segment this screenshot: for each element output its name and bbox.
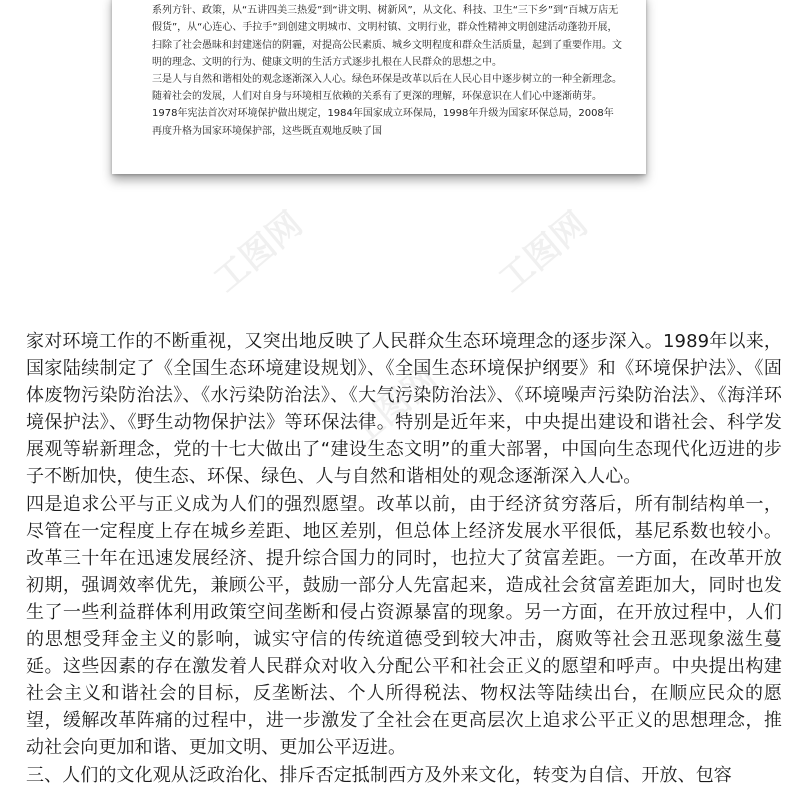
- body-paragraph-3: 三、人们的文化观从泛政治化、排斥否定抵制西方及外来文化，转变为自信、开放、包容: [26, 764, 732, 786]
- thumbnail-paragraph-2: 三是人与自然和谐相处的观念逐渐深入人心。绿色环保是改革以后在人民心目中逐步树立的一种全新理念。随着社会的发展，人们对自身与环境相互依赖的关系有了更深的理解，环保意识在人们心中逐渐萌芽。1978年宪法首次对环境保护做出规定，1984年国家成立环保局，1998年升级为国家环保总局，2008年再度升格为国家环境保护部，这些既直观地反映了国: [152, 74, 622, 137]
- document-thumbnail-card: [112, 0, 646, 174]
- watermark: 工图网: [206, 204, 311, 301]
- thumbnail-paragraph-1: 系列方针、政策，从“五讲四美三热爱”到“讲文明、树新风”，从文化、科技、卫生“三下乡”到“百城万店无假货”，从“心连心、手拉手”到创建文明城市、文明村镇、文明行业，群众性精神文明创建活动蓬勃开展，扫除了社会愚昧和封建迷信的阴霾，对提高公民素质、城乡文明程度和群众生活质量，起到了重要作用。文明的理念、文明的行为、健康文明的生活方式逐步扎根在人民群众的思想之中。: [152, 5, 622, 68]
- body-paragraph-2: 四是追求公平与正义成为人们的强烈愿望。改革以前，由于经济贫穷落后，所有制结构单一，尽管在一定程度上存在城乡差距、地区差别，但总体上经济发展水平很低，基尼系数也较小。改革三十年在迅速发展经济、提升综合国力的同时，也拉大了贫富差距。一方面，在改革开放初期，强调效率优先，兼顾公平，鼓励一部分人先富起来，造成社会贫富差距加大，同时也发生了一些利益群体利用政策空间垄断和侵占资源暴富的现象。另一方面，在开放过程中，人们的思想受拜金主义的影响，诚实守信的传统道德受到较大冲击，腐败等社会丑恶现象滋生蔓延。这些因素的存在激发着人民群众对收入分配公平和社会正义的愿望和呼声。中央提出构建社会主义和谐社会的目标，反垄断法、个人所得税法、物权法等陆续出台，在顺应民众的愿望，缓解改革阵痛的过程中，进一步激发了全社会在更高层次上追求公平正义的思想理念，推动社会向更加和谐、更加文明、更加公平迈进。: [26, 493, 782, 759]
- article-body: [26, 328, 782, 789]
- watermark: 工图网: [341, 359, 446, 456]
- body-paragraph-1: 家对环境工作的不断重视，又突出地反映了人民群众生态环境理念的逐步深入。1989年以来，国家陆续制定了《全国生态环境建设规划》、《全国生态环境保护纲要》和《环境保护法》、《固体废物污染防治法》、《水污染防治法》、《大气污染防治法》、《环境噪声污染防治法》、《海洋环境保护法》、《野生动物保护法》等环保法律。特别是近年来，中央提出建设和谐社会、科学发展观等崭新理念，党的十七大做出了“建设生态文明”的重大部署，中国向生态现代化迈进的步子不断加快，使生态、环保、绿色、人与自然和谐相处的观念逐渐深入人心。: [26, 331, 782, 488]
- thumbnail-text: [152, 0, 622, 140]
- watermark: 工图网: [491, 204, 596, 301]
